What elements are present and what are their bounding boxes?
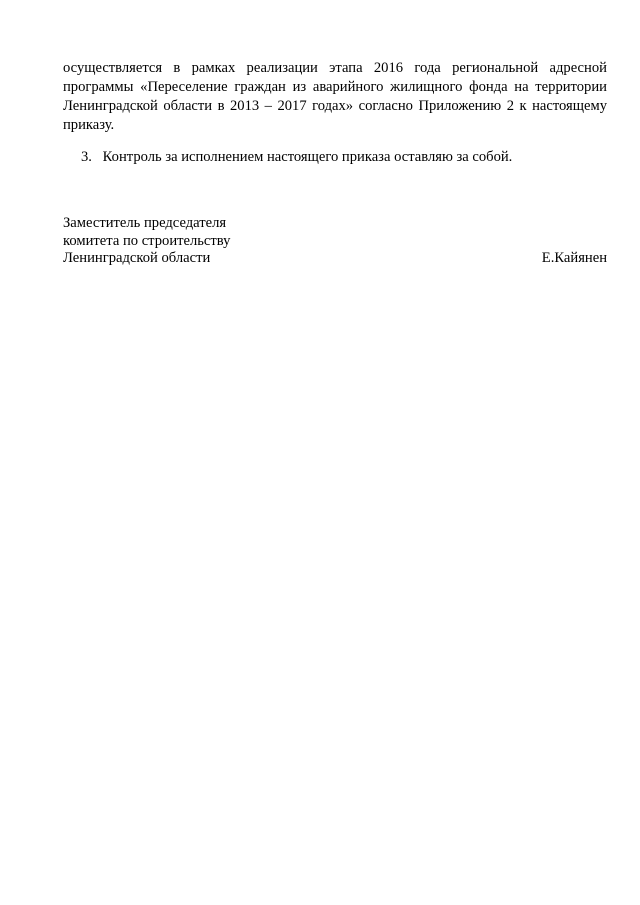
signature-position-line-2: комитета по строительству [63,232,231,249]
word: реализации [246,60,318,76]
word: годах» [312,98,354,114]
word: аварийного [312,79,384,95]
word: жилищного [390,79,463,95]
word: 2016 [373,60,404,76]
word: области [163,98,213,114]
signature-last-line [63,250,607,268]
paragraph-line-2 [63,78,607,97]
word: 2017 [277,98,307,114]
word: программы [63,79,134,95]
word: граждан [234,79,286,95]
word: из [292,79,307,95]
word: Приложению [418,98,502,114]
word: в [173,60,181,76]
list-item-3 [81,148,512,167]
word: региональной [452,60,539,76]
paragraph-line-1 [63,59,607,78]
word: года [414,60,441,76]
paragraph-continuation [63,59,607,135]
word: фонда [469,79,508,95]
signature-block [63,215,607,268]
word: осуществляется [63,60,163,76]
word: на [514,79,529,95]
list-item-number: 3. [81,149,92,165]
word: Ленинградской [63,98,158,114]
word: адресной [549,60,607,76]
word: рамках [191,60,236,76]
signature-position-line-1: Заместитель председателя [63,215,227,231]
word: настоящему [532,98,607,114]
word: 2 [506,98,514,114]
signatory-name: Е.Кайянен [541,250,607,266]
word: территории [535,79,607,95]
paragraph-line-3 [63,97,607,116]
word: согласно [358,98,413,114]
word: – [264,98,272,114]
word: «Переселение [140,79,228,95]
word: 2013 [229,98,260,114]
word: в [217,98,225,114]
paragraph-line-4: приказу. [63,117,115,133]
list-item-text: Контроль за исполнением настоящего приказа оставляю за собой. [102,149,513,165]
word: этапа [329,60,363,76]
word: к [519,98,527,114]
signature-position-line-3: Ленинградской области [63,250,211,266]
